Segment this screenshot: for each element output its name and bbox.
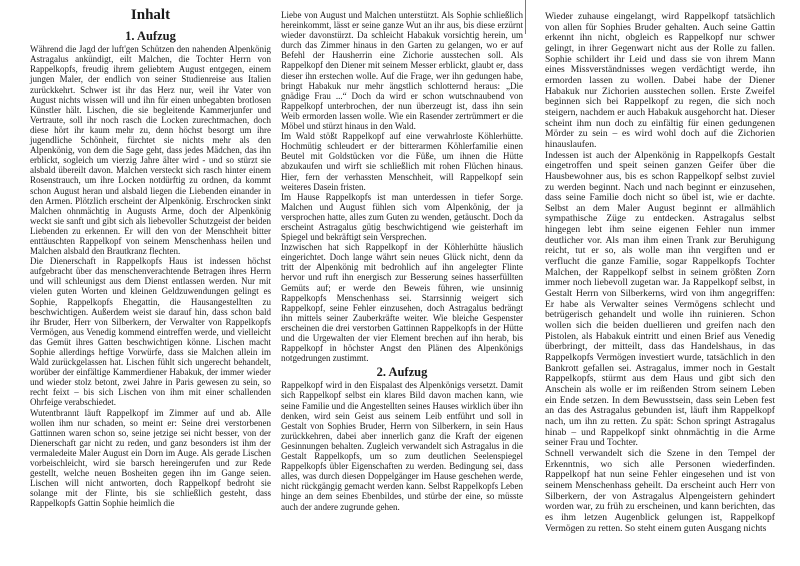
act-1-heading: 1. Aufzug — [125, 29, 176, 44]
paragraph: Indessen ist auch der Alpenkönig in Rappelkopfs Gestalt eingetroffen und speit seinen ganzen Geifer über die Hausbewohner aus, bis es schon Rappelkopf selbst zuviel zu werden beginnt. Nach und nach beginnt er einzusehen, dass seine Familie doch nicht so übel ist, wie er dachte. Selbst an dem Maler August beginnt er allmählich sympathische Züge zu entdecken. Astragalus selbst hingegen lebt ihm seine eigenen Fehler nun immer deutlicher vor. Als man ihm einen Trank zur Beruhigung reicht, tut er so, als wolle man ihn vergiften und er verflucht die ganze Familie, sogar Rappelkopfs Tochter Malchen, der Rappelkopf selbst in seinem größten Zorn immer noch liebevoll zugetan war. Ja Rappelkopf selbst, in Gestalt Herrn von Silberkerns, wird von ihm angegriffen: Er habe als Verwalter seines Vermögens schlecht und betrügerisch gehandelt und wolle ihn ruinieren. Schon wollen sich die beiden duellieren und greifen nach den Pistolen, als Habakuk eintritt und einen Brief aus Venedig überbringt, der mitteilt, dass das Handelshaus, in das Rappelkopfs Vermögen investiert wurde, tatsächlich in den Bankrott gefallen sei. Astragalus, immer noch in Gestalt Rappelkopfs, stürmt aus dem Haus und gibt sich den Anschein als wolle er im reißenden Strom seinem Leben ein Ende setzen. In dem Bewusstsein, dass sein Leben fest an das des Astragalus gebunden ist, läuft ihm Rappelkopf nach, um ihn zu retten. Zu spät: Schon springt Astragalus hinab – und Rappelkopf sinkt ohnmächtig in die Arme seiner Frau und Tochter. — [545, 149, 775, 449]
text-column-3 — [545, 12, 775, 534]
paragraph: Die Dienerschaft in Rappelkopfs Haus ist indessen höchst aufgebracht über das menschenverachtende Betragen ihres Herrn und will schleunigst aus dem Dienst entlassen werden. Nur mit vielen guten Worten und kleinen Geldzuwendungen gelingt es Sophie, Rappelkopfs Ehegattin, die Hausangestellten zu beschwichtigen. Außerdem weist sie darauf hin, dass schon bald ihr Bruder, Herr von Silberkern, der Verwalter von Rappelkopfs Vermögen, aus Venedig kommend eintreffen werde, und vielleicht das Gemüt ihres Gatten beschwichtigen könne. Lischen macht Sophie allerdings heftige Vorwürfe, dass sie Malchen allein im Wald zurückgelassen hat. Lischen fühlt sich ungerecht behandelt, worüber der einfältige Kammerdiener Habakuk, der immer wieder und wieder stolz betont, zwei Jahre in Paris gewesen zu sein, so recht feixt – bis sich Lischen von ihm mit einer schallenden Ohrfeige verabschiedet. — [30, 256, 271, 408]
paragraph: Wutentbrannt läuft Rappelkopf im Zimmer auf und ab. Alle wollen ihm nur schaden, so meint er: Seine drei verstorbenen Gattinnen waren schon so, seine jetzige sei nicht besser, von der Dienerschaft gar nicht zu reden, und ganz besonders ist ihm der vermaledeite Maler August ein Dorn im Auge. Als gerade Lischen vorbeischleicht, wird sie barsch hereingerufen und zur Rede gestellt, welche neuen Bosheiten gegen ihn im Gange seien. Lischen will nicht antworten, doch Rappelkopf bedroht sie solange mit der Flinte, bis sie schließlich gesteht, dass Rappelkopfs Gattin Sophie heimlich die — [30, 407, 271, 509]
paragraph: Im Wald stößt Rappelkopf auf eine verwahrloste Köhlerhütte. Hochmütig schleudert er der bitterarmen Köhlerfamilie einen Beutel mit Goldstücken vor die Füße, um ihnen die Hütte abzukaufen und wirft sie schließlich mit rohen Flüchen hinaus. Hier, fern der verhassten Menschheit, will Rappelkopf sein weiteres Dasein fristen. — [281, 131, 523, 192]
paragraph: Rappelkopf wird in den Eispalast des Alpenkönigs versetzt. Damit sich Rappelkopf selbst ein klares Bild davon machen kann, wie seine Familie und die Angestellten seines Hauses wirklich über ihn denken, wird sein Geist aus seinem Leib entführt und soll in Gestalt von Sophies Bruder, Herrn von Silberkern, in sein Haus zurückkehren, dabei aber innerlich ganz die Kraft der eigenen Gesinnungen behalten. Zugleich verwandelt sich Astragalus in die Gestalt Rappelkopfs, um so zum deutlichen Seelenspiegel Rappelkopfs übler Eigenschaften zu werden. Bedingung sei, dass alles, was durch diesen Doppelgänger im Hause geschehen werde, nicht rückgängig gemacht werden kann. Selbst Rappelkopfs Leben hinge an dem seines Ebenbildes, und stürbe der eine, so müsste auch der andere zugrunde gehen. — [281, 380, 523, 512]
paragraph: Wieder zuhause eingelangt, wird Rappelkopf tatsächlich von allen für Sophies Bruder gehalten. Auch seine Gattin erkennt ihn nicht, obgleich es Rappelkopf nur schwer gelingt, in ihrer Gegenwart nicht aus der Rolle zu fallen. Sophie schildert ihr Leid und dass sie von ihrem Mann eines Missverständnisses wegen verdächtigt werde, ihn ermorden lassen zu wollen. Dabei habe der Diener Habakuk nur Zichorien ausstechen sollen. Erste Zweifel beginnen sich bei Rappelkopf zu regen, die sich noch steigern, nachdem er auch Habakuk ausgehorcht hat. Dieser scheint ihm nun doch zu einfältig für einen gedungenen Mörder zu sein – es wird wohl doch auf die Zichorien hinauslaufen. — [545, 11, 775, 150]
page-divider — [525, 0, 526, 34]
document-title: Inhalt — [130, 7, 171, 23]
text-column-2 — [281, 10, 523, 512]
paragraph: Inzwischen hat sich Rappelkopf in der Köhlerhütte häuslich eingerichtet. Doch lange währt sein neues Glück nicht, denn da tritt der Alpenkönig mit bedrohlich auf ihn angelegter Flinte hervor und ruft ihn energisch zur Besserung seines hasserfüllten Gemüts auf; er werde den Beweis führen, wie unsinnig Rappelkopfs Menschenhass sei. Starrsinnig weigert sich Rappelkopf, seine Fehler einzusehen, doch Astragalus bedrängt ihn mittels seiner Zauberkräfte weiter. Wie bleiche Gespenster erscheinen die drei verstorben Gattinnen Rappelkopfs in der Hütte und die Urgewalten der vier Element brechen auf ihn herab, bis Rappelkopf in höchster Angst den Plänen des Alpenkönigs notgedrungen zustimmt. — [281, 242, 523, 364]
paragraph: Während die Jagd der luft'gen Schützen den nahenden Alpenkönig Astragalus ankündigt, eilt Malchen, die Tochter Herrn von Rappelkopfs, freudig ihrem geliebtem August entgegen, einem jungen Maler, der endlich von seiner Studienreise aus Italien zurückkehrt. Schwer ist ihr das Herz nur, weil ihr Vater von August nichts wissen will und ihn für einen unbegabten brotlosen Künstler hält. Lischen, die sie begleitende Kammerjunfer und Vertraute, soll ihr noch rasch die Locken zurechtmachen, doch diese hört ihr kaum mehr zu, denn höchst besorgt um ihre jugendliche Schönheit, fürchtet sie nichts mehr als den Alpenkönig, von dem die Sage geht, dass jedes Mädchen, das ihn erblickt, sogleich um vierzig Jahre älter wird - und so stürzt sie alsbald übereilt davon. Malchen versteckt sich rasch hinter einem Rosenstrauch, um ihre Locken notdürftig zu ordnen, da kommt schon August heran und alsbald liegen die Liebenden einander in den Armen. Plötzlich erscheint der Alpenkönig. Erschrocken sinkt Malchen ohnmächtig in Augusts Arme, doch der Alpenkönig weckt sie sanft und gibt sich als liebevoller Schutzgeist der beiden Liebenden zu erkennen. Er will den von der Menschheit bitter enttäuschten Rappelkopf von seinem Menschenhass heilen und Malchen alsbald den Brautkranz flechten. — [30, 44, 271, 257]
paragraph: Liebe von August und Malchen unterstützt. Als Sophie schließlich hereinkommt, lässt er seine ganze Wut an ihr aus, bis diese erzürnt wieder davonstürzt. Da schleicht Habakuk vorsichtig herein, um durch das Zimmer hinaus in den Garten zu gelangen, wo er auf Befehl der Hausherrin eine Zichorie ausstechen soll. Als Rappelkopf den Diener mit seinem Messer erblickt, glaubt er, dass dieser ihn erstechen wolle. Auf die Frage, wer ihn gedungen habe, bringt Habakuk nur mehr ängstlich schlotternd heraus: „Die gnädige Frau ...“ Doch da wird er schon wutschnaubend von Rappelkopf unterbrochen, der nun überzeugt ist, dass ihn sein Weib ermorden lassen wolle. Wie ein Rasender zertrümmert er die Möbel und stürzt hinaus in den Wald. — [281, 10, 523, 132]
paragraph: Im Hause Rappelkopfs ist man unterdessen in tiefer Sorge. Malchen und August fühlen sich vom Alpenkönig, der ja versprochen hatte, alles zum Guten zu wenden, getäuscht. Doch da erscheint Astragalus gütig beschwichtigend wie geisterhaft im Spiegel und bekräftigt sein Versprechen. — [281, 191, 523, 243]
act-2-heading: 2. Aufzug — [376, 365, 428, 380]
text-column-1 — [30, 7, 271, 509]
paragraph: Schnell verwandelt sich die Szene in den Tempel der Erkenntnis, wo sich alle Personen wiederfinden. Rappelkopf hat nun seine Fehler eingesehen und ist von seinem Menschenhass geheilt. Da erscheint auch Herr von Silberkern, der von Astragalus Alpengeistern gehindert worden war, zu früh zu erscheinen, und kann berichten, das es ihm letzen Augenblick gelungen ist, Rappelkopf Vermögen zu retten. So steht einem guten Ausgang nichts — [545, 447, 775, 534]
